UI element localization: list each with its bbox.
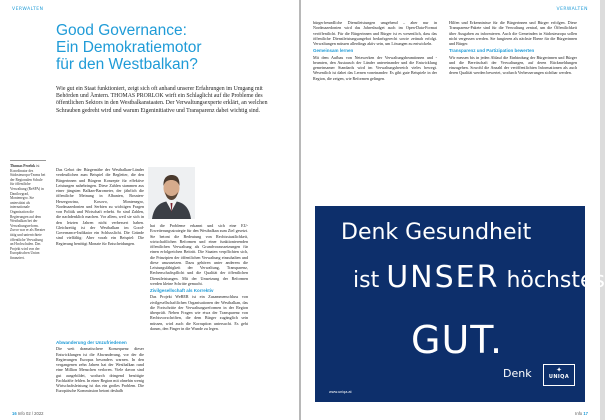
uniqa-logo-icon: ✦ <box>556 366 562 374</box>
author-name: Thomas Prorlok <box>10 164 36 168</box>
page-number: 16 <box>12 411 17 416</box>
section-tag: VERWALTEN <box>12 7 44 12</box>
ad-url[interactable]: www.uniqa.at <box>329 390 352 394</box>
page-folio <box>12 411 43 416</box>
body-text: Das Gebot der Bürgernähe der Westbalkan-Länder verdeutlichen zum Beispiel die Begleiter, die den Bürgerinnen und Bürgern Konzepte für effektive Leistungen nahebringen. Diese Zahlen stammen aus einer jüngsten Balkan-Barometer, der jährlich die öffentliche Meinung in Albanien, Bosnien-Herzegowina, Kosovo, Montenegro, Nordmazedonien und Serbien zu wichtigen Fragen von Politik und Wirtschaft erhebt. So sind Zahlen, die nachdenklich machen. Vor allem, weil sie sich in den letzten Jahren nicht verbessert haben. Gleichzeitig ist der Westbalkan im Good-Governance-Indikator ein Schlusslicht. Die Gründe sind vielfältig: Aber vorab ein Beispiel: Die Regierung benötigt Monate für Entscheidungen. <box>56 167 144 246</box>
portrait-image <box>148 167 195 219</box>
right-page <box>301 0 605 420</box>
issue-number: 02 / 2022 <box>26 411 44 416</box>
uniqa-logo-word: UNIQA <box>548 374 570 380</box>
author-bio <box>10 160 46 260</box>
body-text: Mit dem Aufbau von Netzwerken der Verwaltungsbeamtinnen und -beamten, den Austausch der Länder untereinander und die Entwicklung gemeinsamer Standards wird im Verwaltungsbereich vieles bewegt. Wesentlich ist dabei das Lernen voneinander: Es gibt gute Beispiele in der Region, die zeigen, wie Reformen gelingen. <box>313 54 437 81</box>
subheading: Gemeinsam lernen <box>313 48 354 54</box>
headline-line: für den Westbalkan? <box>56 56 198 73</box>
headline-line: Ein Demokratiemotor <box>56 39 202 56</box>
article-headline <box>56 22 256 73</box>
uniqa-logo <box>543 364 575 386</box>
ad-signature: Denk <box>503 367 532 380</box>
magazine-name: Info <box>17 411 25 416</box>
ad-text: höchstes <box>499 268 605 293</box>
headline-line: Good Governance: <box>56 22 187 39</box>
text-column <box>56 338 144 394</box>
page-number: 17 <box>583 411 588 416</box>
text-column <box>150 223 248 331</box>
left-page <box>0 0 299 420</box>
author-portrait <box>148 167 195 219</box>
body-text: Wir messen bis in jeden Ablauf die Einbindung der Bürgerinnen und Bürger und die Bereitschaft der Verwaltungen, auf deren Rückmeldungen einzugehen. Sowohl die Anzahl der veröffentlichten Informationen als auch deren Qualität werden bewertet, wodurch Verbesserungen sichtbar werden. <box>449 54 577 76</box>
ad-line-1: Denk Gesundheit <box>341 220 532 245</box>
ad-line-3: GUT. <box>411 318 504 362</box>
text-column <box>449 20 577 76</box>
subheading: Abwanderung der Unzufriedenen <box>56 340 127 345</box>
body-text: bürgerfreundliche Dienstleistungen umgehend – aber nur in Nordmazedonien wird das Jahresbudget auch im Open-Data-Format veröffentlicht. Für die Bürgerinnen und Bürger ist es wesentlich, dass das öffentliche Dienstleistungsangebot bedarfsgerecht sowie zeitnah erfolgt. Verwaltungen müssen allerdings aktiv sein, um Lösungen zu entwickeln. <box>313 20 437 46</box>
body-text: hat die Probleme erkannt und sich eine EU-Erweiterungsstrategie für den Westbalkan zum Ziel gesetzt. Sie betont die Bedeutung von Rechtsstaatlichkeit, wirtschaftlichen Reformen und einer funktionierenden öffentlichen Verwaltung als Grundvoraussetzungen für einen erfolgreichen Beitritt. Die Staaten verpflichten sich, die Prinzipien der öffentlichen Verwaltung einzuhalten und diese umzusetzen. Dazu gehören unter anderem die Leistungsfähigkeit der Verwaltung, Transparenz, Rechenschaftspflicht und die Qualität der öffentlichen Dienstleistungen. Mit der Umsetzung der Reformen werden kleine Schritte gemacht. <box>150 223 248 286</box>
body-text: Das Projekt WeBER ist ein Zusammenschluss von zivilgesellschaftlichen Organisationen der Westbalkan, das die Fortschritte der Verwaltungsreformen in der Region überprüft. Neben Fragen wie etwa der Transparenz von Rechtsvorschriften, die dem Bürger zugänglich sein müssen, wird auch die Korruption untersucht. Es geht darum, den Finger in die Wunde zu legen. <box>150 294 248 331</box>
author-bio-text: ist Koordinator des Südosteuropa-Teams bei der Regionalen Schule für öffentliche Verwaltung (ReSPA) in Danilovgrad, Montenegro. Sie unterstützt als internationale Organisation die Regierungen auf dem Westbalkan bei der Verwaltungsreform. Zuvor war er als Berater tätig und unterrichtete öffentliche Verwaltung an Hochschulen. Das Projekt wird von der Europäischen Union finanziert. <box>10 164 46 260</box>
body-text: Hilfen und Erkenntnisse für die Bürgerinnen und Bürger erfolgen. Diese Transparenz-Pakete sind für die Verwaltung zentral, um die Öffentlichkeit über Ausgaben zu informieren. Auch die Gemeinden in Südosteuropa sollen nicht vergessen werden. Sie fungieren als nächste Ebene für die Bürgerinnen und Bürger. <box>449 20 577 46</box>
page-folio <box>575 411 588 416</box>
subheading: Transparenz und Partizipation bewerten <box>449 48 535 54</box>
text-column <box>313 20 437 81</box>
ad-emphasis: UNSER <box>386 260 500 295</box>
text-column <box>56 167 144 246</box>
section-tag: VERWALTEN <box>556 7 588 12</box>
magazine-name: Info <box>575 411 583 416</box>
uniqa-advertisement[interactable] <box>315 206 605 402</box>
article-lead: Wie gut ein Staat funktioniert, zeigt sich oft anhand unserer Erfahrungen im Umgang mit Behörden und Ämtern. THOMAS PRORLOK wirft ein Schlaglicht auf die Probleme des öffentlichen Sektors in den Westbalkanstaaten. Der Verwaltungsexperte erklärt, an welchen Schrauben gedreht wird und warum Eigeninitiative und Transparenz dabei wichtig sind. <box>56 86 268 114</box>
body-text: Die weit dramatischere Konsequenz dieser Entwicklungen ist die Abwanderung, vor der die Regierungen Europas besonders warnen. In den vergangenen zehn Jahren hat der Westbalkan rund eine Million Menschen verloren. Viele davon sind gut ausgebildet, wodurch dringend benötigte Fachkräfte fehlen. In einer Region mit ohnehin wenig Wirtschaftsleistung ist das ein großes Problem. Die Europäische Kommission betont deshalb <box>56 346 144 394</box>
subheading: Zivilgesellschaft als Korrektiv <box>150 288 214 293</box>
ad-line-2 <box>353 260 605 295</box>
ad-text: ist <box>353 268 387 293</box>
